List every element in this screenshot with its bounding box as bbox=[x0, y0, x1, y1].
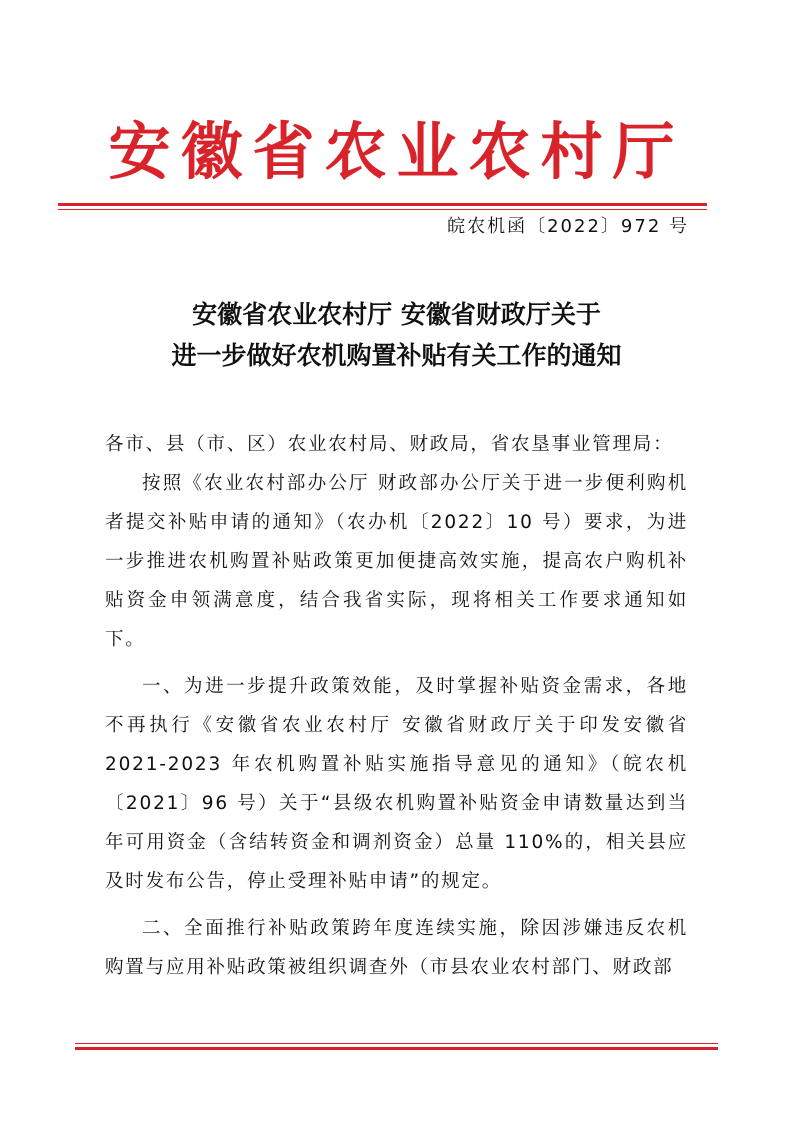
salutation: 各市、县（市、区）农业农村局、财政局，省农垦事业管理局： bbox=[105, 434, 674, 455]
footer-rule-thick bbox=[75, 1047, 718, 1050]
body-paragraph: 按照《农业农村部办公厅 财政部办公厅关于进一步便利购机者提交补贴申请的通知》（农办机〔2022〕10 号）要求，为进一步推进农机购置补贴政策更加便捷高效实施，提高农户购机补贴资金申领满意度，结合我省实际，现将相关工作要求通知如下。 bbox=[105, 473, 688, 650]
footer-rule-thin bbox=[75, 1043, 718, 1044]
agency-masthead: 安徽省农业农村厅 bbox=[108, 115, 685, 188]
body-paragraph: 二、全面推行补贴政策跨年度连续实施，除因涉嫌违反农机购置与应用补贴政策被组织调查外（市县农业农村部门、财政部 bbox=[105, 918, 688, 978]
notice-body bbox=[105, 425, 688, 987]
notice-title-line-1: 安徽省农业农村厅 安徽省财政厅关于 bbox=[192, 300, 601, 329]
notice-title-line-2: 进一步做好农机购置补贴有关工作的通知 bbox=[171, 341, 622, 370]
header-rule-thin bbox=[58, 209, 707, 210]
document-number: 皖农机函〔2022〕972 号 bbox=[447, 216, 689, 237]
body-paragraph: 一、为进一步提升政策效能，及时掌握补贴资金需求，各地不再执行《安徽省农业农村厅 安徽省财政厅关于印发安徽省2021-2023 年农机购置补贴实施指导意见的通知》（皖农机〔2021〕96 号）关于“县级农机购置补贴资金申请数量达到当年可用资金（含结转资金和调剂资金）总量 110%的，相关县应及时发布公告，停止受理补贴申请”的规定。 bbox=[105, 676, 688, 892]
header-rule-thick bbox=[58, 203, 707, 206]
